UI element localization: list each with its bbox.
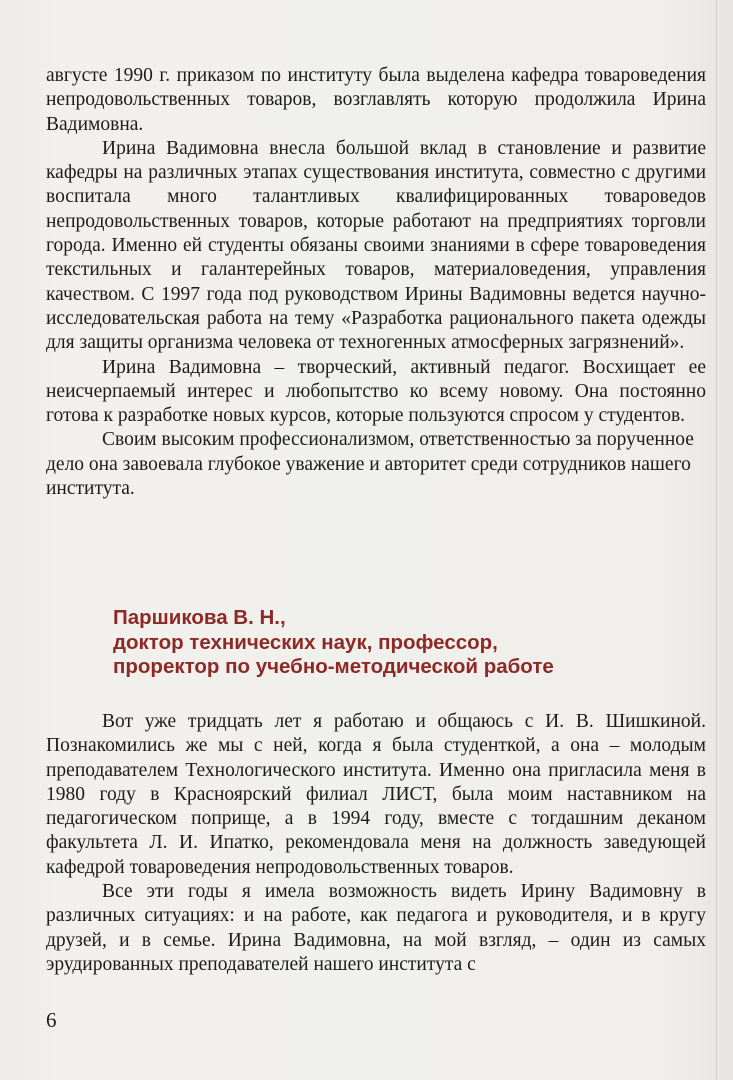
text-block-bottom (46, 710, 706, 977)
paragraph: Ирина Вадимовна – творческий, активный педагог. Восхищает ее неисчерпаемый интерес и любопытство ко всему новому. Она постоянно готова к разработке новых курсов, которые пользуются спросом у студентов. (46, 356, 706, 427)
author-heading (113, 606, 554, 680)
author-position: проректор по учебно-методической работе (113, 655, 554, 678)
paragraph: Ирина Вадимовна внесла большой вклад в становление и развитие кафедры на различных этапах существования института, совместно с другими воспитала много талантливых квалифицированных товароведов непродовольственных товаров, которые работают на предприятиях торговли города. Именно ей студенты обязаны своими знаниями в сфере товароведения текстильных и галантерейных товаров, материаловедения, управления качеством. С 1997 года под руководством Ирины Вадимовны ведется научно-исследовательская работа на тему «Разработка рационального пакета одежды для защиты организма человека от техногенных атмосферных загрязнений». (46, 137, 706, 354)
page-number: 6 (46, 1008, 57, 1032)
author-degree: доктор технических наук, профессор, (113, 630, 498, 654)
paragraph: Вот уже тридцать лет я работаю и общаюсь с И. В. Шишкиной. Познакомились же мы с ней, когда я была студенткой, а она – молодым преподавателем Технологического института. Именно она пригласила меня в 1980 году в Красноярский филиал ЛИСТ, была моим наставником на педагогическом поприще, а в 1994 году, вместе с тогдашним деканом факультета Л. И. Ипатко, рекомендовала меня на должность заведующей кафедрой товароведения непродовольственных товаров. (46, 711, 706, 878)
paragraph: Все эти годы я имела возможность видеть Ирину Вадимовну в различных ситуациях: и на работе, как педагога и руководителя, и в кругу друзей, и в семье. Ирина Вадимовна, на мой взгляд, – один из самых эрудированных преподавателей нашего института с (46, 881, 706, 975)
text-block-top (46, 64, 706, 501)
paragraph: августе 1990 г. приказом по институту была выделена кафедра товароведения непродовольственных товаров, возглавлять которую продолжила Ирина Вадимовна. (46, 65, 706, 135)
paragraph: Своим высоким профессионализмом, ответственностью за порученное дело она завоевала глубокое уважение и авторитет среди сотрудников нашего института. (46, 429, 694, 500)
author-name: Паршикова В. Н., (113, 606, 286, 629)
page-edge-line (716, 0, 717, 1080)
